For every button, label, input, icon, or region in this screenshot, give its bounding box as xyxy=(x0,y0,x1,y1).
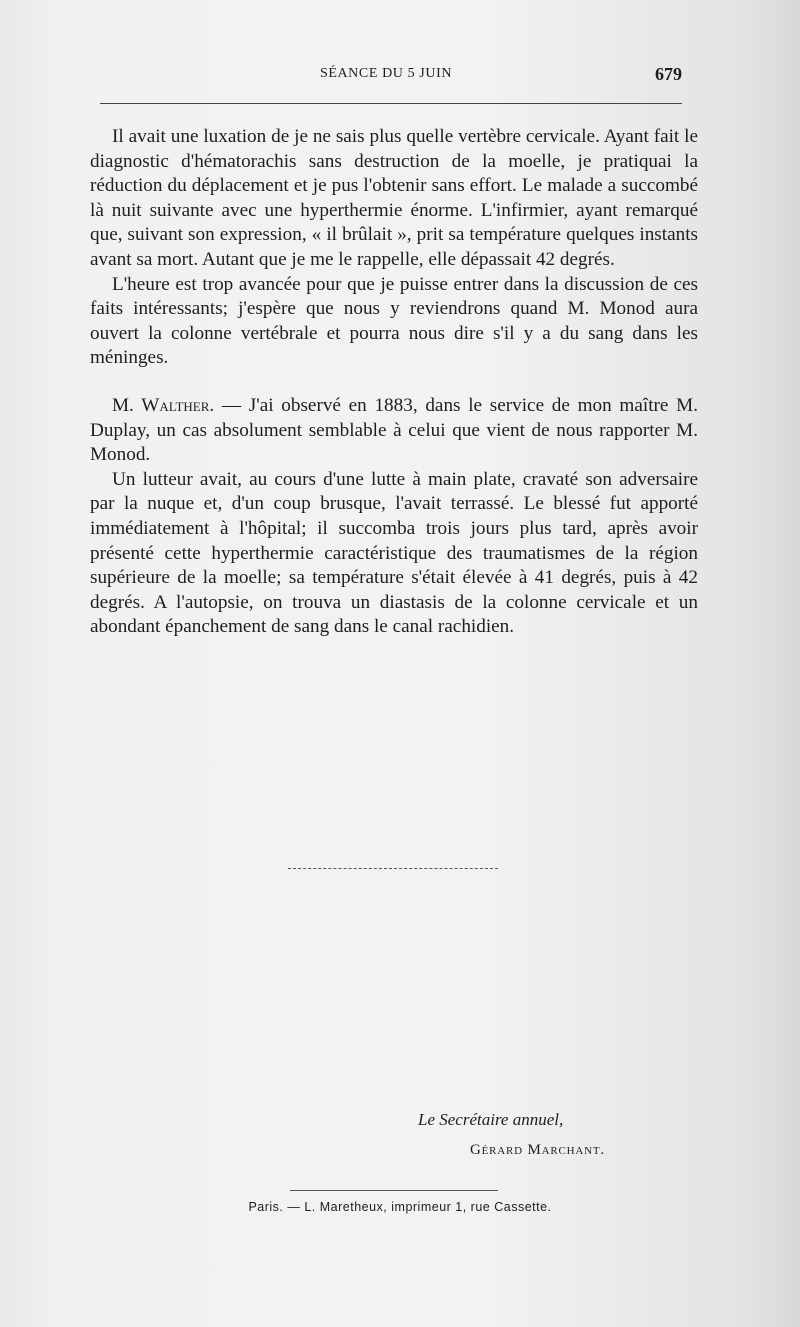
speaker-statement: — J'ai observé en 1883, dans le service de mon maître M. Duplay, un cas absolument semblable à celui que vient de nous rapporter M. Monod. xyxy=(90,394,698,466)
paragraph-walther xyxy=(90,394,698,468)
page-header xyxy=(90,64,682,88)
section-divider xyxy=(288,868,498,869)
signature-name: Gérard Marchant. xyxy=(470,1142,605,1158)
page-number: 679 xyxy=(655,64,682,84)
body-text xyxy=(90,125,698,640)
imprint-rule xyxy=(290,1190,498,1191)
speaker-name: M. Walther. xyxy=(112,394,215,416)
paragraph-lutteur: Un lutteur avait, au cours d'une lutte à main plate, cravaté son adversaire par la nuque et, d'un coup brusque, l'avait terrassé. Le blessé fut apporté immédiatement à l'hôpital; il succomba trois jours plus tard, après avoir présenté cette hyperthermie caractéristique des traumatismes de la région supérieure de la moelle; sa température s'était élevée à 41 degrés, puis à 42 degrés. A l'autopsie, on trouva un diastasis de la colonne cervicale et un abondant épanchement de sang dans le canal rachidien. xyxy=(90,468,698,638)
paragraph-luxation: Il avait une luxation de je ne sais plus quelle vertèbre cervicale. Ayant fait le diagnostic d'hématorachis sans destruction de la moelle, je pratiquai la réduction du déplacement et je pus l'obtenir sans effort. Le malade a succombé là nuit suivante avec une hyperthermie énorme. L'infirmier, ayant remarqué que, suivant son expression, « il brûlait », prit sa température quelques instants avant sa mort. Autant que je me le rappelle, elle dépassait 42 degrés. xyxy=(90,126,698,270)
printer-imprint: Paris. — L. Maretheux, imprimeur 1, rue Cassette. xyxy=(248,1200,552,1214)
running-head: SÉANCE DU 5 JUIN xyxy=(319,66,453,81)
signature-role: Le Secrétaire annuel, xyxy=(418,1110,564,1129)
paragraph-discussion: L'heure est trop avancée pour que je puisse entrer dans la discussion de ces faits intéressants; j'espère que nous y reviendrons quand M. Monod aura ouvert la colonne vertébrale et pourra nous dire s'il y a du sang dans les méninges. xyxy=(90,273,698,369)
header-rule xyxy=(100,103,682,104)
